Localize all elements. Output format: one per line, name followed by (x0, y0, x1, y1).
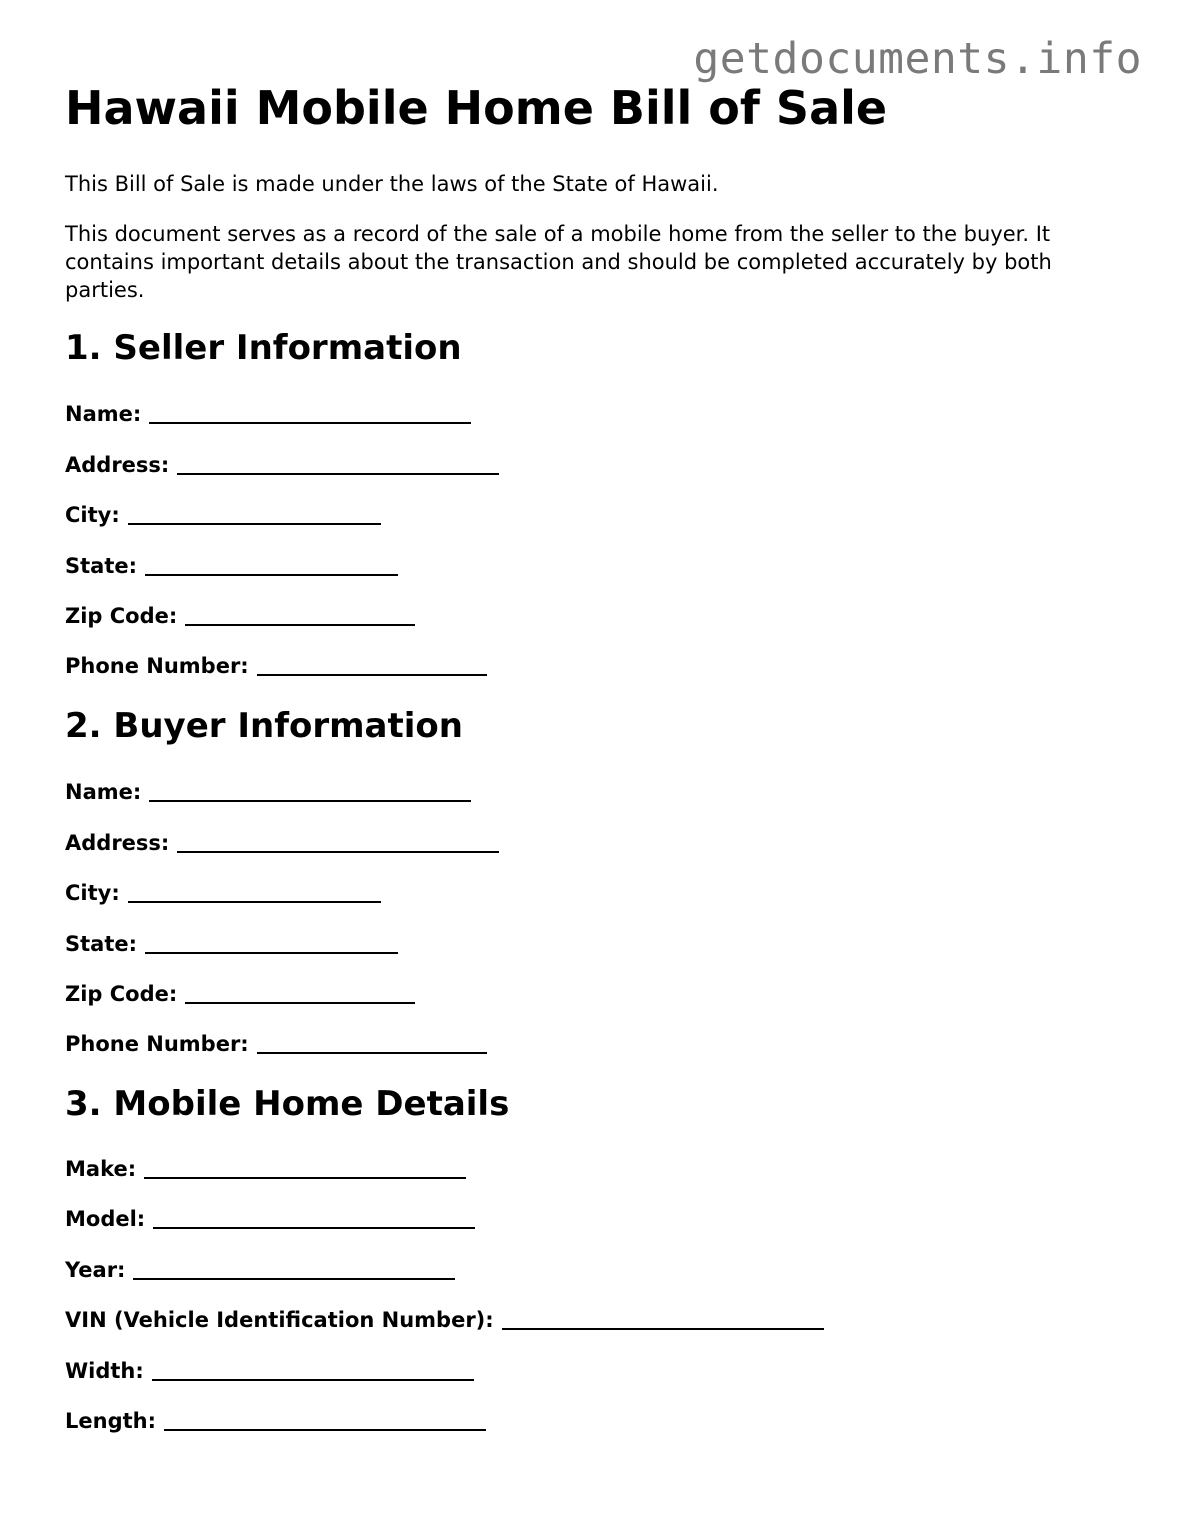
buyer-name-blank[interactable] (149, 780, 471, 802)
intro-paragraph-1: This Bill of Sale is made under the laws of the State of Hawaii. (65, 172, 719, 196)
buyer-section-heading: 2. Buyer Information (65, 706, 463, 746)
home-make-blank[interactable] (144, 1157, 466, 1179)
buyer-phone-blank[interactable] (257, 1032, 487, 1054)
buyer-address-blank[interactable] (177, 831, 499, 853)
seller-phone-blank[interactable] (257, 654, 487, 676)
buyer-zip-label: Zip Code: (65, 982, 178, 1006)
seller-address-label: Address: (65, 453, 170, 477)
seller-zip-label: Zip Code: (65, 604, 178, 628)
buyer-state-blank[interactable] (145, 932, 398, 954)
seller-section-heading: 1. Seller Information (65, 328, 462, 368)
seller-state-field[interactable] (65, 552, 398, 580)
buyer-city-field[interactable] (65, 879, 381, 907)
home-length-label: Length: (65, 1409, 156, 1433)
seller-zip-blank[interactable] (185, 604, 415, 626)
buyer-name-label: Name: (65, 780, 142, 804)
seller-city-label: City: (65, 503, 120, 527)
home-model-blank[interactable] (153, 1207, 475, 1229)
buyer-address-field[interactable] (65, 829, 499, 857)
buyer-name-field[interactable] (65, 778, 471, 806)
home-model-field[interactable] (65, 1205, 475, 1233)
buyer-address-label: Address: (65, 831, 170, 855)
seller-state-label: State: (65, 554, 138, 578)
home-make-field[interactable] (65, 1155, 466, 1183)
home-length-field[interactable] (65, 1407, 486, 1435)
seller-city-blank[interactable] (128, 503, 381, 525)
seller-address-field[interactable] (65, 451, 499, 479)
watermark: getdocuments.info (693, 34, 1142, 84)
seller-state-blank[interactable] (145, 554, 398, 576)
seller-address-blank[interactable] (177, 453, 499, 475)
home-vin-blank[interactable] (502, 1308, 824, 1330)
home-length-blank[interactable] (164, 1409, 486, 1431)
seller-name-blank[interactable] (149, 402, 471, 424)
home-make-label: Make: (65, 1157, 137, 1181)
seller-phone-label: Phone Number: (65, 654, 249, 678)
home-model-label: Model: (65, 1207, 146, 1231)
home-year-field[interactable] (65, 1256, 455, 1284)
buyer-zip-field[interactable] (65, 980, 415, 1008)
buyer-city-label: City: (65, 881, 120, 905)
buyer-state-label: State: (65, 932, 138, 956)
home-width-field[interactable] (65, 1357, 474, 1385)
home-width-label: Width: (65, 1359, 144, 1383)
buyer-phone-label: Phone Number: (65, 1032, 249, 1056)
home-vin-label: VIN (Vehicle Identification Number): (65, 1308, 494, 1332)
intro-paragraph-2: This document serves as a record of the sale of a mobile home from the seller to the buyer. It contains important details about the transaction and should be completed accurately by both parties. (65, 222, 1052, 302)
seller-phone-field[interactable] (65, 652, 487, 680)
home-width-blank[interactable] (152, 1359, 474, 1381)
document-title: Hawaii Mobile Home Bill of Sale (65, 81, 888, 135)
buyer-state-field[interactable] (65, 930, 398, 958)
home-vin-field[interactable] (65, 1306, 824, 1334)
seller-name-field[interactable] (65, 400, 471, 428)
buyer-zip-blank[interactable] (185, 982, 415, 1004)
home-year-label: Year: (65, 1258, 126, 1282)
home-year-blank[interactable] (133, 1258, 455, 1280)
seller-city-field[interactable] (65, 501, 381, 529)
seller-name-label: Name: (65, 402, 142, 426)
buyer-city-blank[interactable] (128, 881, 381, 903)
seller-zip-field[interactable] (65, 602, 415, 630)
buyer-phone-field[interactable] (65, 1030, 487, 1058)
home-section-heading: 3. Mobile Home Details (65, 1084, 510, 1124)
